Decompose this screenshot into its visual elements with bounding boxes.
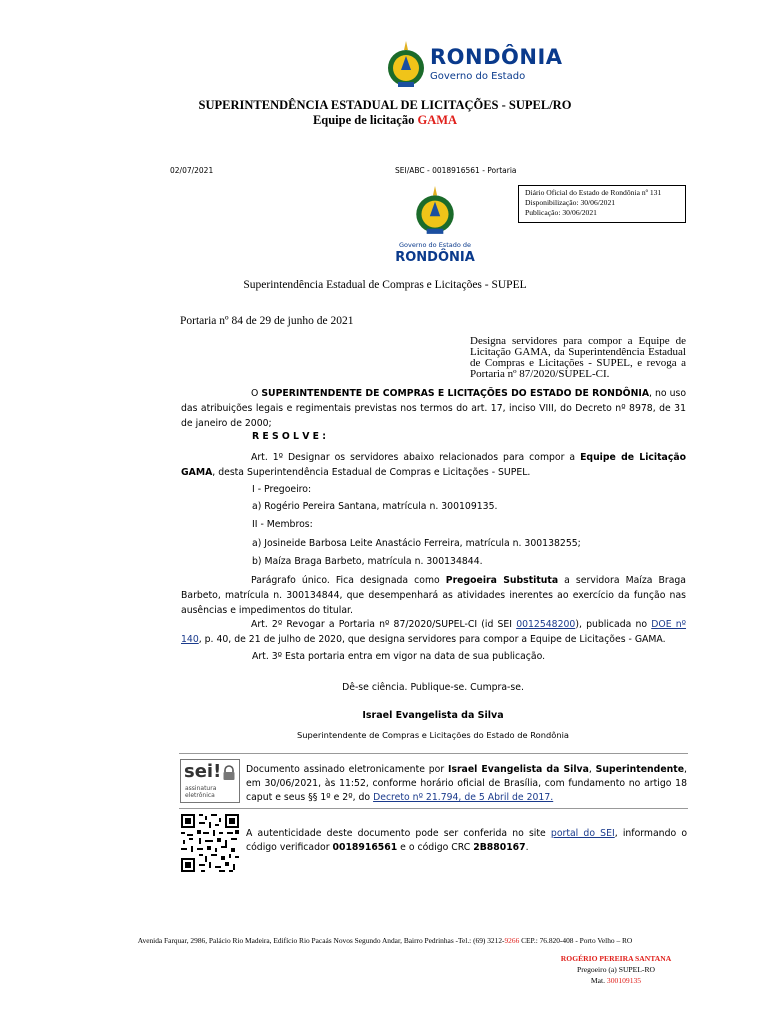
footer-signer-role: Pregoeiro (a) SUPEL-RO xyxy=(576,965,656,974)
decree-link[interactable]: Decreto nº 21.794, de 5 Abril de 2017. xyxy=(373,792,554,803)
inner-logo xyxy=(395,185,475,269)
logo-subtitle: Governo do Estado xyxy=(430,71,526,82)
doe-link[interactable]: DOE nº 140 xyxy=(181,619,687,645)
portaria-title: Portaria nº 84 de 29 de junho de 2021 xyxy=(180,315,354,327)
item-pregoeiro-a: a) Rogério Pereira Santana, matrícula n. 300109135. xyxy=(252,501,498,512)
item-membros-b: b) Maíza Braga Barbeto, matrícula n. 300134844. xyxy=(252,556,483,567)
sei-id-link[interactable]: 0012548200 xyxy=(516,619,576,630)
coat-of-arms-icon xyxy=(411,185,459,237)
qr-code[interactable] xyxy=(179,812,241,874)
publication-line-3: Publicação: 30/06/2021 xyxy=(525,208,597,217)
signer-name: Israel Evangelista da Silva xyxy=(362,710,504,721)
article-2: Art. 2º Revogar a Portaria nº 87/2020/SUPEL-CI (id SEI 0012548200), publicada no DOE nº 140, p. 40, de 21 de julho de 2020, que designa servidores para compor a Equipe de Licitações - GAMA. xyxy=(181,619,687,645)
inner-logo-name: RONDÔNIA xyxy=(395,250,475,265)
signature-block-top-rule xyxy=(179,753,688,754)
state-logo xyxy=(384,40,563,90)
item-membros: II - Membros: xyxy=(252,519,313,530)
page-title: SUPERINTENDÊNCIA ESTADUAL DE LICITAÇÕES - SUPEL/RO xyxy=(198,98,572,112)
publication-box xyxy=(518,185,686,223)
team-prefix: Equipe de licitação xyxy=(312,113,415,127)
signature-block-mid-rule xyxy=(179,808,688,809)
item-membros-a: a) Josineide Barbosa Leite Anastácio Ferreira, matrícula n. 300138255; xyxy=(252,538,581,549)
closing-line: Dê-se ciência. Publique-se. Cumpra-se. xyxy=(342,682,524,693)
sei-seal xyxy=(180,759,240,803)
inner-logo-sub: Governo do Estado de xyxy=(398,241,472,249)
paragrafo-unico: Parágrafo único. Fica designada como Pregoeira Substituta a servidora Maíza Braga Barbeto, matrícula n. 300134844, que desempenhará as atividades inerentes ao exercício da função nas ausências e impedimentos do titular. xyxy=(181,575,686,616)
item-pregoeiro: I - Pregoeiro: xyxy=(252,484,312,495)
sei-seal-main: sei! xyxy=(184,761,222,782)
sei-date: 02/07/2021 xyxy=(170,166,214,175)
footer-signer-name: ROGÉRIO PEREIRA SANTANA xyxy=(560,954,672,963)
portal-sei-link[interactable]: portal do SEI xyxy=(550,828,615,839)
agency-name: Superintendência Estadual de Compras e Licitações - SUPEL xyxy=(243,279,527,291)
intro-authority: SUPERINTENDENTE DE COMPRAS E LICITAÇÕES DO ESTADO DE RONDÔNIA xyxy=(261,388,650,399)
signer-role: Superintendente de Compras e Licitações do Estado de Rondônia xyxy=(297,730,569,740)
team-line xyxy=(0,113,770,128)
article-1: Art. 1º Designar os servidores abaixo relacionados para compor a Equipe de Licitação GAMA, desta Superintendência Estadual de Compras e Licitações - SUPEL. xyxy=(181,452,686,478)
footer-signer-mat: Mat. 300109135 xyxy=(590,976,642,985)
resolve-heading: R E S O L V E : xyxy=(252,431,326,442)
article-3: Art. 3º Esta portaria entra em vigor na data de sua publicação. xyxy=(252,651,546,662)
logo-name: RONDÔNIA xyxy=(430,45,563,69)
coat-of-arms-icon xyxy=(384,40,428,90)
sei-seal-sub-2: eletrônica xyxy=(185,792,215,799)
lock-icon xyxy=(222,765,236,781)
sei-doc-ref: SEI/ABC - 0018916561 - Portaria xyxy=(395,166,517,175)
ementa: Designa servidores para compor a Equipe de Licitação GAMA, da Superintendência Estadual de Compras e Licitações - SUPEL, e revoga a Portaria nº 87/2020/SUPEL-CI. xyxy=(470,335,686,380)
authenticity-statement: A autenticidade deste documento pode ser conferida no site portal do SEI, informando o código verificador 0018916561 e o código CRC 2B880167. xyxy=(246,828,688,853)
publication-line-2: Disponibilização: 30/06/2021 xyxy=(525,198,616,207)
sei-seal-sub-1: assinatura xyxy=(185,785,217,792)
qr-code-icon xyxy=(179,812,241,874)
team-name: GAMA xyxy=(417,113,458,127)
intro-paragraph: O SUPERINTENDENTE DE COMPRAS E LICITAÇÕES DO ESTADO DE RONDÔNIA, no uso das atribuições legais e regimentais previstas nos termos do art. 17, inciso VIII, do Decreto nº 8978, de 31 de janeiro de 2000; xyxy=(181,388,687,429)
signature-statement: Documento assinado eletronicamente por Israel Evangelista da Silva, Superintendente, em 30/06/2021, às 11:52, conforme horário oficial de Brasília, com fundamento no artigo 18 caput e seus §§ 1º e 2º, do Decreto nº 21.794, de 5 Abril de 2017. xyxy=(246,764,687,803)
footer-address: Avenida Farquar, 2986, Palácio Rio Madeira, Edifício Rio Pacaás Novos Segundo Andar, Bairro Pedrinhas -Tel.: (69) 3212-9266 CEP.: 76.820-408 - Porto Velho – RO xyxy=(137,936,633,945)
publication-line-1: Diário Oficial do Estado de Rondônia nº 131 xyxy=(525,188,662,197)
